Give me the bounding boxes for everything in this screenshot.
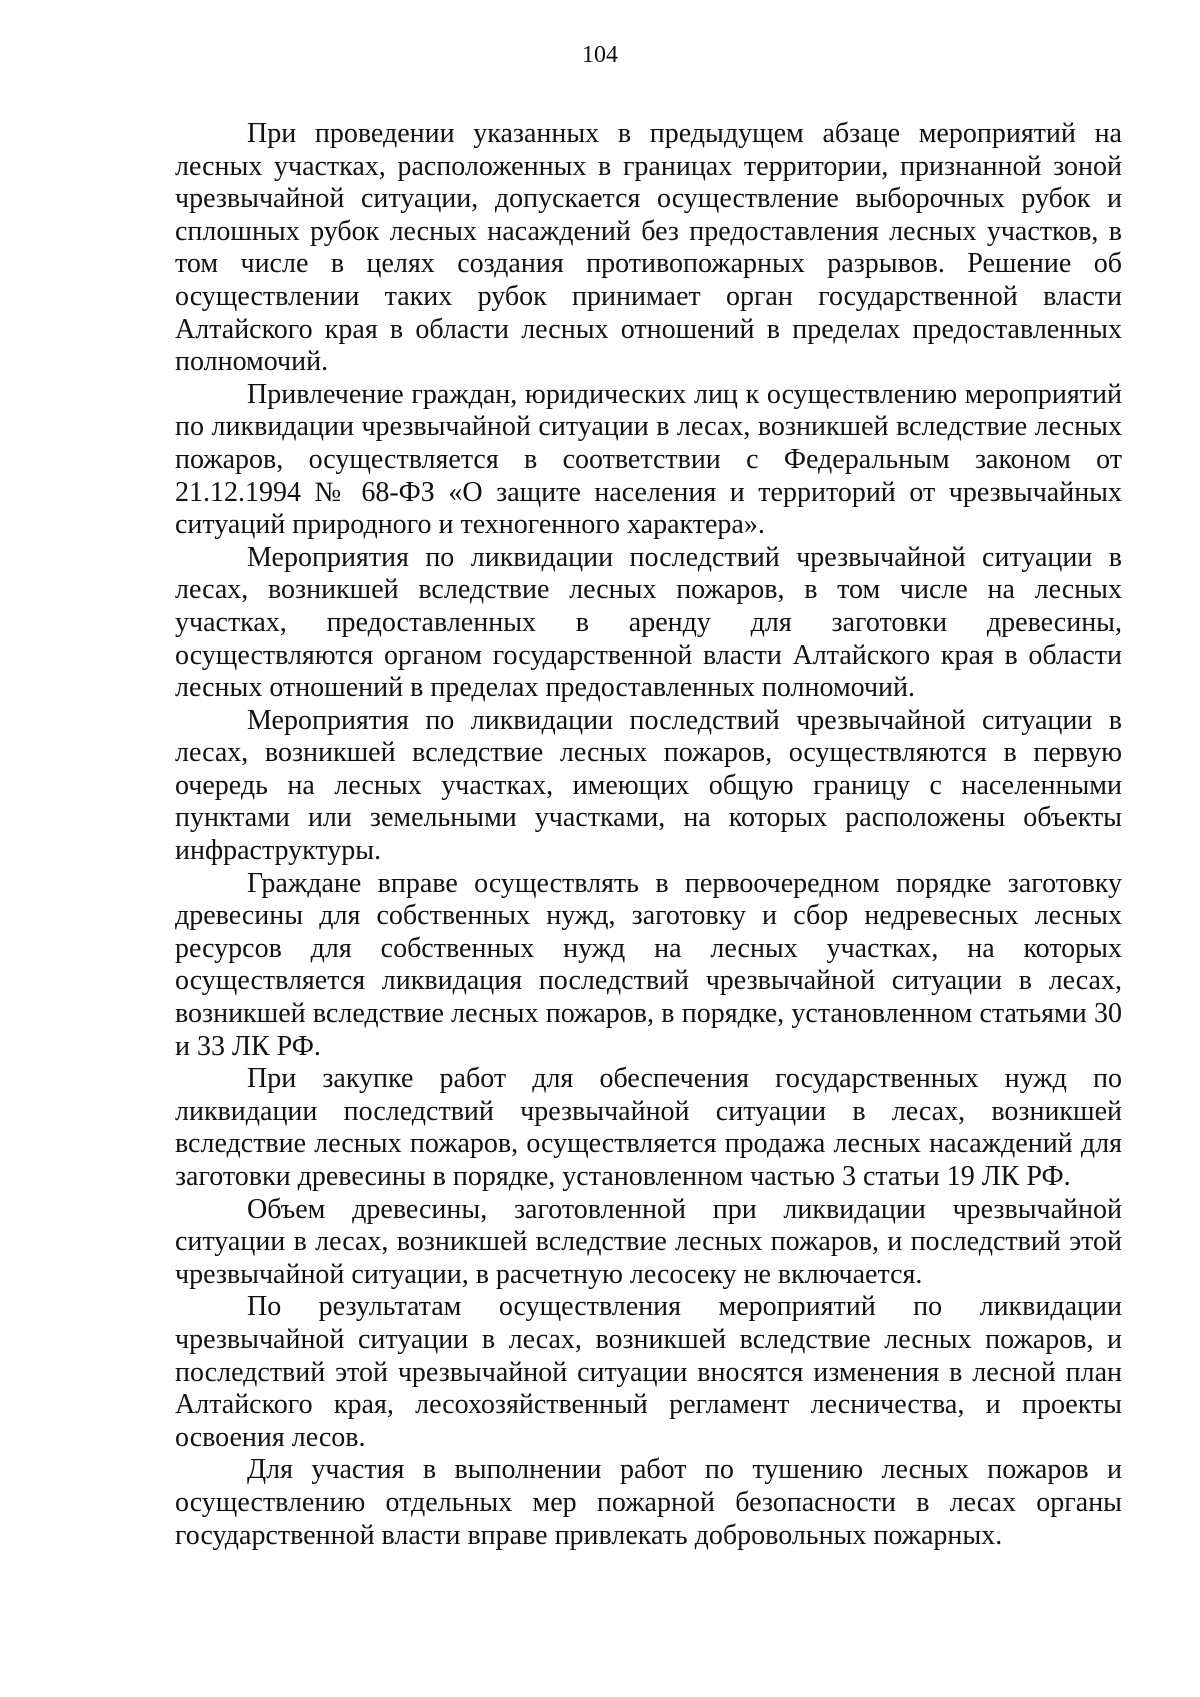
paragraph: По результатам осуществления мероприятий по ликвидации чрезвычайной ситуации в лесах, возникшей вследствие лесных пожаров, и последствий этой чрезвычайной ситуации вносятся изменения в лесной план Алтайского края, лесохозяйственный регламент лесничества, и проекты освоения лесов.	[175, 1291, 1122, 1453]
paragraph: Граждане вправе осуществлять в первоочередном порядке заготовку древесины для собственных нужд, заготовку и сбор недревесных лесных ресурсов для собственных нужд на лесных участках, на которых осуществляется ликвидация последствий чрезвычайной ситуации в лесах, возникшей вследствие лесных пожаров, в порядке, установленном статьями 30 и 33 ЛК РФ.	[175, 867, 1122, 1062]
paragraph: Для участия в выполнении работ по тушению лесных пожаров и осуществлению отдельных мер пожарной безопасности в лесах органы государственной власти вправе привлекать добровольных пожарных.	[175, 1454, 1122, 1551]
paragraph: При проведении указанных в предыдущем абзаце мероприятий на лесных участках, расположенных в границах территории, признанной зоной чрезвычайной ситуации, допускается осуществление выборочных рубок и сплошных рубок лесных насаждений без предоставления лесных участков, в том числе в целях создания противопожарных разрывов. Решение об осуществлении таких рубок принимает орган государственной власти Алтайского края в области лесных отношений в пределах предоставленных полномочий.	[175, 118, 1122, 378]
paragraph: Мероприятия по ликвидации последствий чрезвычайной ситуации в лесах, возникшей вследствие лесных пожаров, осуществляются в первую очередь на лесных участках, имеющих общую границу с населенными пунктами или земельными участками, на которых расположены объекты инфраструктуры.	[175, 704, 1122, 867]
document-body	[175, 118, 1122, 1552]
paragraph: Мероприятия по ликвидации последствий чрезвычайной ситуации в лесах, возникшей вследствие лесных пожаров, в том числе на лесных участках, предоставленных в аренду для заготовки древесины, осуществляются органом государственной власти Алтайского края в области лесных отношений в пределах предоставленных полномочий.	[175, 541, 1122, 704]
paragraph: Привлечение граждан, юридических лиц к осуществлению мероприятий по ликвидации чрезвычайной ситуации в лесах, возникшей вследствие лесных пожаров, осуществляется в соответствии с Федеральным законом от 21.12.1994 № 68-ФЗ «О защите населения и территорий от чрезвычайных ситуаций природного и техногенного характера».	[175, 378, 1122, 541]
paragraph: Объем древесины, заготовленной при ликвидации чрезвычайной ситуации в лесах, возникшей вследствие лесных пожаров, и последствий этой чрезвычайной ситуации, в расчетную лесосеку не включается.	[175, 1193, 1122, 1290]
page-number: 104	[582, 42, 618, 68]
paragraph: При закупке работ для обеспечения государственных нужд по ликвидации последствий чрезвычайной ситуации в лесах, возникшей вследствие лесных пожаров, осуществляется продажа лесных насаждений для заготовки древесины в порядке, установленном частью 3 статьи 19 ЛК РФ.	[175, 1063, 1122, 1192]
